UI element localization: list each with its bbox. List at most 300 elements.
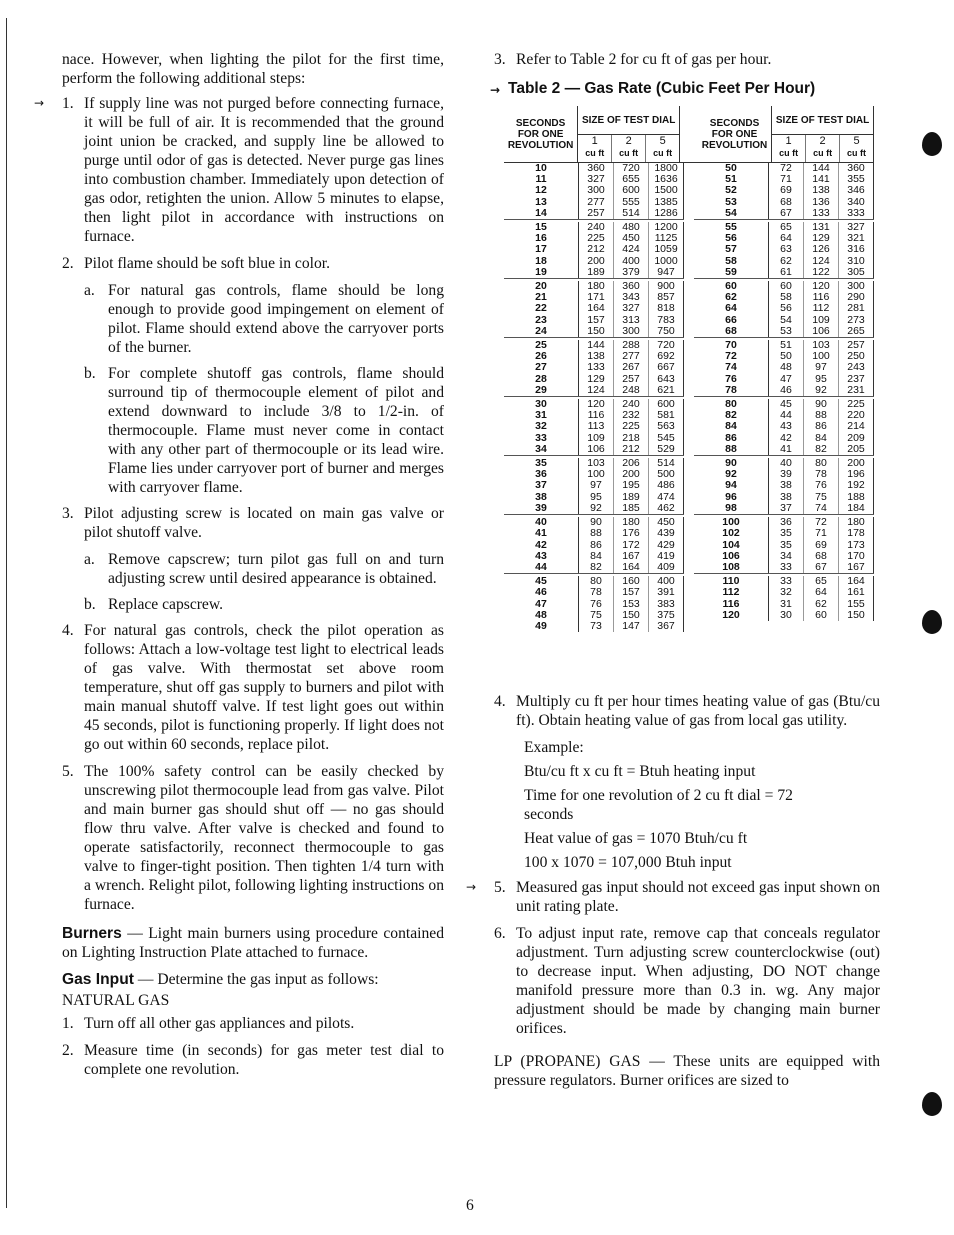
rate-cell: 63 (780, 243, 792, 256)
rate-cell: 225 (613, 421, 648, 432)
seconds-cell: 15 (535, 221, 547, 234)
rate-cell: 153 (613, 599, 648, 610)
rate-cell: 180 (587, 280, 605, 293)
rate-cell: 340 (838, 197, 873, 208)
seconds-cell: 51 (725, 173, 737, 186)
rate-cell: 305 (838, 267, 873, 278)
rate-cell: 237 (838, 374, 873, 385)
rate-cell: 192 (838, 480, 873, 491)
header-dial-right: SIZE OF TEST DIAL 1 cu ft 2 cu ft 5 cu ft (771, 106, 874, 162)
rate-cell: 818 (648, 303, 683, 314)
rate-cell: 116 (803, 292, 838, 303)
step-4-multiply: 4. Multiply cu ft per hour times heating value of gas (Btu/cu ft). Obtain heating value of gas from local gas utility. (494, 693, 880, 730)
rate-cell: 173 (838, 540, 873, 551)
rate-cell: 462 (648, 503, 683, 514)
rate-cell: 75 (803, 492, 838, 503)
right-column (466, 50, 880, 1096)
rate-cell: 69 (780, 184, 792, 197)
rate-cell: 109 (803, 315, 838, 326)
rate-cell: 343 (613, 292, 648, 303)
rate-cell: 171 (587, 291, 605, 304)
table-row-group (694, 340, 874, 397)
seconds-cell: 24 (535, 324, 547, 337)
rate-cell: 563 (648, 421, 683, 432)
rate-cell: 346 (838, 185, 873, 196)
rate-cell: 300 (613, 326, 648, 337)
example-line: Heat value of gas = 1070 Btuh/cu ft (524, 830, 748, 848)
rate-cell: 277 (613, 351, 648, 362)
rate-cell: 900 (648, 281, 683, 292)
rate-cell: 212 (587, 243, 605, 256)
rate-cell: 48 (780, 361, 792, 374)
rate-cell: 150 (587, 324, 605, 337)
rate-cell: 144 (803, 163, 838, 174)
rate-cell: 124 (803, 256, 838, 267)
seconds-cell: 35 (535, 457, 547, 470)
rate-cell: 34 (780, 549, 792, 562)
rate-cell: 65 (780, 221, 792, 234)
rate-cell: 31 (780, 597, 792, 610)
rate-cell: 58 (780, 291, 792, 304)
rate-cell: 265 (838, 326, 873, 337)
table-row (694, 587, 874, 598)
rate-cell: 167 (613, 551, 648, 562)
rate-cell: 65 (803, 576, 838, 587)
seconds-cell: 41 (535, 527, 547, 540)
rate-cell: 267 (613, 362, 648, 373)
rate-cell: 103 (803, 340, 838, 351)
rate-cell: 600 (648, 399, 683, 410)
rate-cell: 290 (838, 292, 873, 303)
rate-cell: 64 (803, 587, 838, 598)
rate-cell: 375 (648, 610, 683, 621)
rate-cell: 178 (838, 528, 873, 539)
rate-cell: 76 (590, 597, 602, 610)
rate-cell: 643 (648, 374, 683, 385)
rate-cell: 164 (587, 302, 605, 315)
rate-cell: 46 (780, 383, 792, 396)
rate-cell: 720 (613, 163, 648, 174)
burners-paragraph: Burners — Light main burners using procedure contained on Lighting Instruction Plate attached to furnace. (62, 925, 444, 961)
rate-cell: 53 (780, 324, 792, 337)
rate-cell: 141 (803, 174, 838, 185)
rate-cell: 167 (838, 562, 873, 573)
header-dial-left: SIZE OF TEST DIAL 1 cu ft 2 cu ft 5 cu ft (577, 106, 680, 162)
seconds-cell: 72 (725, 350, 737, 363)
seconds-cell: 84 (725, 420, 737, 433)
table-row (694, 503, 874, 514)
rate-cell: 327 (838, 222, 873, 233)
rate-cell: 41 (780, 442, 792, 455)
rate-cell: 1286 (648, 208, 683, 219)
seconds-cell: 62 (725, 291, 737, 304)
rate-cell: 514 (648, 458, 683, 469)
rate-cell: 419 (648, 551, 683, 562)
rate-cell: 164 (613, 562, 648, 573)
table-row (504, 480, 684, 491)
change-arrow-icon: → (34, 96, 45, 110)
rate-cell: 95 (590, 490, 602, 503)
rate-cell: 97 (590, 479, 602, 492)
rate-cell: 250 (838, 351, 873, 362)
rate-cell: 138 (803, 185, 838, 196)
rate-cell: 195 (613, 480, 648, 491)
rate-cell: 54 (780, 313, 792, 326)
rate-cell: 429 (648, 540, 683, 551)
rate-cell: 212 (613, 444, 648, 455)
rate-cell: 78 (590, 586, 602, 599)
seconds-cell: 33 (535, 431, 547, 444)
seconds-cell: 86 (725, 431, 737, 444)
table-row (694, 267, 874, 278)
rate-cell: 50 (780, 350, 792, 363)
rate-cell: 355 (838, 174, 873, 185)
seconds-cell: 110 (722, 575, 740, 588)
rate-cell: 80 (590, 575, 602, 588)
seconds-cell: 102 (722, 527, 740, 540)
rate-cell: 68 (803, 551, 838, 562)
rate-cell: 86 (590, 538, 602, 551)
seconds-cell: 38 (535, 490, 547, 503)
table-row (694, 208, 874, 219)
rate-cell: 56 (780, 302, 792, 315)
rate-cell: 409 (648, 562, 683, 573)
rate-cell: 185 (613, 503, 648, 514)
rate-cell: 1500 (648, 185, 683, 196)
rate-cell: 857 (648, 292, 683, 303)
rate-cell: 313 (613, 315, 648, 326)
rate-cell: 257 (838, 340, 873, 351)
seconds-cell: 16 (535, 232, 547, 245)
rate-cell: 51 (780, 339, 792, 352)
header-seconds-right: SECONDS FOR ONE REVOLUTION (701, 117, 768, 151)
rate-cell: 220 (838, 410, 873, 421)
seconds-cell: 29 (535, 383, 547, 396)
rate-cell: 78 (803, 469, 838, 480)
rate-cell: 360 (613, 281, 648, 292)
rate-cell: 32 (780, 586, 792, 599)
example-label: Example: (524, 739, 584, 757)
rate-cell: 225 (838, 399, 873, 410)
rate-cell: 391 (648, 587, 683, 598)
rate-cell: 450 (648, 517, 683, 528)
example-block (494, 738, 880, 872)
table-header (504, 106, 874, 163)
rate-cell: 109 (587, 431, 605, 444)
seconds-cell: 26 (535, 350, 547, 363)
table-row (504, 444, 684, 455)
rate-cell: 147 (613, 621, 648, 632)
ng-step-2: 2. Measure time (in seconds) for gas meter test dial to complete one revolution. (62, 1042, 444, 1078)
seconds-cell: 27 (535, 361, 547, 374)
rate-cell: 240 (613, 399, 648, 410)
seconds-cell: 53 (725, 195, 737, 208)
seconds-cell: 58 (725, 254, 737, 267)
table-title: → Table 2 — Gas Rate (Cubic Feet Per Hour) (508, 79, 880, 98)
table-row-group (694, 458, 874, 515)
seconds-cell: 28 (535, 372, 547, 385)
rate-cell: 45 (780, 398, 792, 411)
table-row (504, 208, 684, 219)
rate-cell: 316 (838, 244, 873, 255)
rate-cell: 71 (803, 528, 838, 539)
rate-cell: 1200 (648, 222, 683, 233)
seconds-cell: 12 (535, 184, 547, 197)
seconds-cell: 98 (725, 501, 737, 514)
rate-cell: 71 (780, 173, 792, 186)
rate-cell: 783 (648, 315, 683, 326)
rate-cell: 160 (613, 576, 648, 587)
rate-cell: 64 (780, 232, 792, 245)
rate-cell: 44 (780, 409, 792, 422)
rate-cell: 92 (590, 501, 602, 514)
seconds-cell: 59 (725, 265, 737, 278)
table-row-group (504, 399, 684, 456)
rate-cell: 400 (613, 256, 648, 267)
table-row (694, 385, 874, 396)
table-row (504, 244, 684, 255)
rate-cell: 157 (587, 313, 605, 326)
seconds-cell: 25 (535, 339, 547, 352)
seconds-cell: 96 (725, 490, 737, 503)
rate-cell: 126 (803, 244, 838, 255)
rate-cell: 62 (780, 254, 792, 267)
table-row (694, 444, 874, 455)
rate-cell: 231 (838, 385, 873, 396)
rate-cell: 76 (803, 480, 838, 491)
seconds-cell: 104 (722, 538, 740, 551)
seconds-cell: 32 (535, 420, 547, 433)
table-row (694, 362, 874, 373)
rate-cell: 170 (838, 551, 873, 562)
seconds-cell: 100 (722, 516, 740, 529)
rate-cell: 82 (803, 444, 838, 455)
seconds-cell: 50 (725, 162, 737, 174)
seconds-cell: 66 (725, 313, 737, 326)
step-3-refer-table: 3. Refer to Table 2 for cu ft of gas per hour. (494, 51, 772, 68)
seconds-cell: 42 (535, 538, 547, 551)
rate-cell: 327 (613, 303, 648, 314)
rate-cell: 1385 (648, 197, 683, 208)
table-row (694, 480, 874, 491)
rate-cell: 67 (803, 562, 838, 573)
page-number: 6 (466, 1197, 474, 1214)
rate-cell: 37 (780, 501, 792, 514)
rate-cell: 150 (613, 610, 648, 621)
table-row (504, 326, 684, 337)
rate-cell: 200 (587, 254, 605, 267)
gas-input-paragraph: Gas Input — Determine the gas input as follows: (62, 971, 379, 988)
seconds-cell: 106 (722, 549, 740, 562)
seconds-cell: 49 (535, 619, 547, 632)
seconds-cell: 108 (722, 560, 740, 573)
seconds-cell: 88 (725, 442, 737, 455)
table-row-group (504, 281, 684, 338)
rate-cell: 439 (648, 528, 683, 539)
ng-step-1: 1. Turn off all other gas appliances and pilots. (62, 1015, 355, 1032)
table-row (694, 421, 874, 432)
table-row-group (694, 517, 874, 574)
seconds-cell: 18 (535, 254, 547, 267)
rate-cell: 129 (803, 233, 838, 244)
rate-cell: 73 (590, 619, 602, 632)
rate-cell: 68 (780, 195, 792, 208)
step-3a: a. Remove capscrew; turn pilot gas full on and turn adjusting screw until desired appearance is obtained. (84, 551, 444, 587)
rate-cell: 180 (838, 517, 873, 528)
rate-cell: 1636 (648, 174, 683, 185)
rate-cell: 60 (803, 610, 838, 621)
rate-cell: 38 (780, 490, 792, 503)
table-row (504, 267, 684, 278)
rate-cell: 36 (780, 516, 792, 529)
change-arrow-icon: → (466, 880, 477, 895)
rate-cell: 500 (648, 469, 683, 480)
rate-cell: 1059 (648, 244, 683, 255)
rate-cell: 581 (648, 410, 683, 421)
rate-cell: 40 (780, 457, 792, 470)
seconds-cell: 76 (725, 372, 737, 385)
rate-cell: 136 (803, 197, 838, 208)
rate-cell: 120 (587, 398, 605, 411)
rate-cell: 164 (838, 576, 873, 587)
seconds-cell: 54 (725, 206, 737, 219)
table-row-group (694, 281, 874, 338)
rate-cell: 82 (590, 560, 602, 573)
rate-cell: 200 (838, 458, 873, 469)
table-row (504, 562, 684, 573)
table-row (504, 528, 684, 539)
table-row-group (694, 222, 874, 279)
step-3b: b. Replace capscrew. (84, 596, 224, 613)
seconds-cell: 94 (725, 479, 737, 492)
change-arrow-icon: → (490, 83, 501, 97)
rate-cell: 157 (613, 587, 648, 598)
gas-rate-table (504, 106, 874, 634)
rate-cell: 188 (838, 492, 873, 503)
table-row (504, 362, 684, 373)
rate-cell: 480 (613, 222, 648, 233)
rate-cell: 90 (803, 399, 838, 410)
table-row (504, 621, 684, 632)
rate-cell: 209 (838, 433, 873, 444)
seconds-cell: 57 (725, 243, 737, 256)
rate-cell: 35 (780, 527, 792, 540)
rate-cell: 529 (648, 444, 683, 455)
step-1: → 1. If supply line was not purged before connecting furnace, it will be full of air. It is recommended that the ground joint union be cracked, and supply line be allowed to purge until odor of gas is detected. Never purge gas lines into combustion chamber. Immediately upon detection of gas odor, retighten the union. Allow 5 minutes to elapse, then light pilot in accordance with instructions on furnace. (34, 95, 444, 245)
rate-cell: 131 (803, 222, 838, 233)
seconds-cell: 56 (725, 232, 737, 245)
seconds-cell: 82 (725, 409, 737, 422)
table-row-group (694, 576, 874, 621)
seconds-cell: 31 (535, 409, 547, 422)
step-5-measured: → 5. Measured gas input should not exceed gas input shown on unit rating plate. (466, 879, 880, 916)
step-3: 3. Pilot adjusting screw is located on main gas valve or pilot shutoff valve. (62, 505, 444, 541)
natural-gas-heading: NATURAL GAS (62, 992, 170, 1009)
rate-cell: 555 (613, 197, 648, 208)
rate-cell: 106 (587, 442, 605, 455)
rate-cell: 39 (780, 468, 792, 481)
rate-cell: 200 (613, 469, 648, 480)
rate-cell: 1800 (648, 163, 683, 174)
rate-cell: 84 (590, 549, 602, 562)
step-4: 4. For natural gas controls, check the pilot operation as follows: Attach a low-voltage test light to electrical leads of gas valve. With thermostat set above room temperature, shut off gas supply to burners and pilot with main manual shutoff valve. If test light goes out within 45 seconds, pilot is functioning properly. If light does not go out within 60 seconds, replace pilot. (62, 622, 444, 753)
rate-cell: 33 (780, 560, 792, 573)
rate-cell: 155 (838, 599, 873, 610)
binder-hole-mark (922, 610, 942, 634)
table-row-group (504, 458, 684, 515)
seconds-cell: 37 (535, 479, 547, 492)
table-row-group (504, 340, 684, 397)
example-line: Btu/cu ft x cu ft = Btuh heating input (524, 763, 756, 781)
rate-cell: 450 (613, 233, 648, 244)
rate-cell: 360 (587, 162, 605, 174)
rate-cell: 257 (613, 374, 648, 385)
rate-cell: 172 (613, 540, 648, 551)
rate-cell: 69 (803, 540, 838, 551)
step-2: 2. Pilot flame should be soft blue in color. (62, 255, 331, 272)
table-row-group (504, 517, 684, 574)
binder-hole-mark (922, 1092, 942, 1116)
lp-gas-paragraph: LP (PROPANE) GAS — These units are equipped with pressure regulators. Burner orifices are sized to (494, 1053, 880, 1090)
rate-cell: 321 (838, 233, 873, 244)
seconds-cell: 78 (725, 383, 737, 396)
rate-cell: 196 (838, 469, 873, 480)
table-body (504, 163, 874, 634)
table-row (694, 185, 874, 196)
rate-cell: 60 (780, 280, 792, 293)
seconds-cell: 64 (725, 302, 737, 315)
rate-cell: 35 (780, 538, 792, 551)
seconds-cell: 10 (535, 162, 547, 174)
table-row-group (504, 576, 684, 632)
seconds-cell: 92 (725, 468, 737, 481)
rate-cell: 379 (613, 267, 648, 278)
rate-cell: 1000 (648, 256, 683, 267)
seconds-cell: 44 (535, 560, 547, 573)
rate-cell: 214 (838, 421, 873, 432)
seconds-cell: 14 (535, 206, 547, 219)
rate-cell: 97 (803, 362, 838, 373)
rate-cell: 103 (587, 457, 605, 470)
step-5: 5. The 100% safety control can be easily checked by unscrewing pilot thermocouple lead from gas valve. Pilot and main burner gas should shut off — no gas should flow thru valve. After valve is checked and found to operate satisfactorily, reconnect thermocouple to gas valve to finger-tight position. Then tighten 1/4 turn with a wrench. Relight pilot, following lighting instructions on furnace. (62, 763, 444, 913)
rate-cell: 288 (613, 340, 648, 351)
rate-cell: 47 (780, 372, 792, 385)
table-row (504, 503, 684, 514)
seconds-cell: 36 (535, 468, 547, 481)
seconds-cell: 46 (535, 586, 547, 599)
seconds-cell: 11 (535, 173, 547, 186)
table-row (504, 185, 684, 196)
seconds-cell: 90 (725, 457, 737, 470)
rate-cell: 300 (587, 184, 605, 197)
rate-cell: 621 (648, 385, 683, 396)
rate-cell: 486 (648, 480, 683, 491)
rate-cell: 600 (613, 185, 648, 196)
rate-cell: 243 (838, 362, 873, 373)
binder-hole-mark (922, 132, 942, 156)
rate-cell: 692 (648, 351, 683, 362)
seconds-cell: 20 (535, 280, 547, 293)
rate-cell: 95 (803, 374, 838, 385)
rate-cell: 30 (780, 608, 792, 621)
table-left-half (504, 163, 684, 634)
table-right-half (694, 163, 874, 634)
rate-cell: 180 (613, 517, 648, 528)
rate-cell: 474 (648, 492, 683, 503)
rate-cell: 273 (838, 315, 873, 326)
rate-cell: 84 (803, 433, 838, 444)
rate-cell: 88 (803, 410, 838, 421)
